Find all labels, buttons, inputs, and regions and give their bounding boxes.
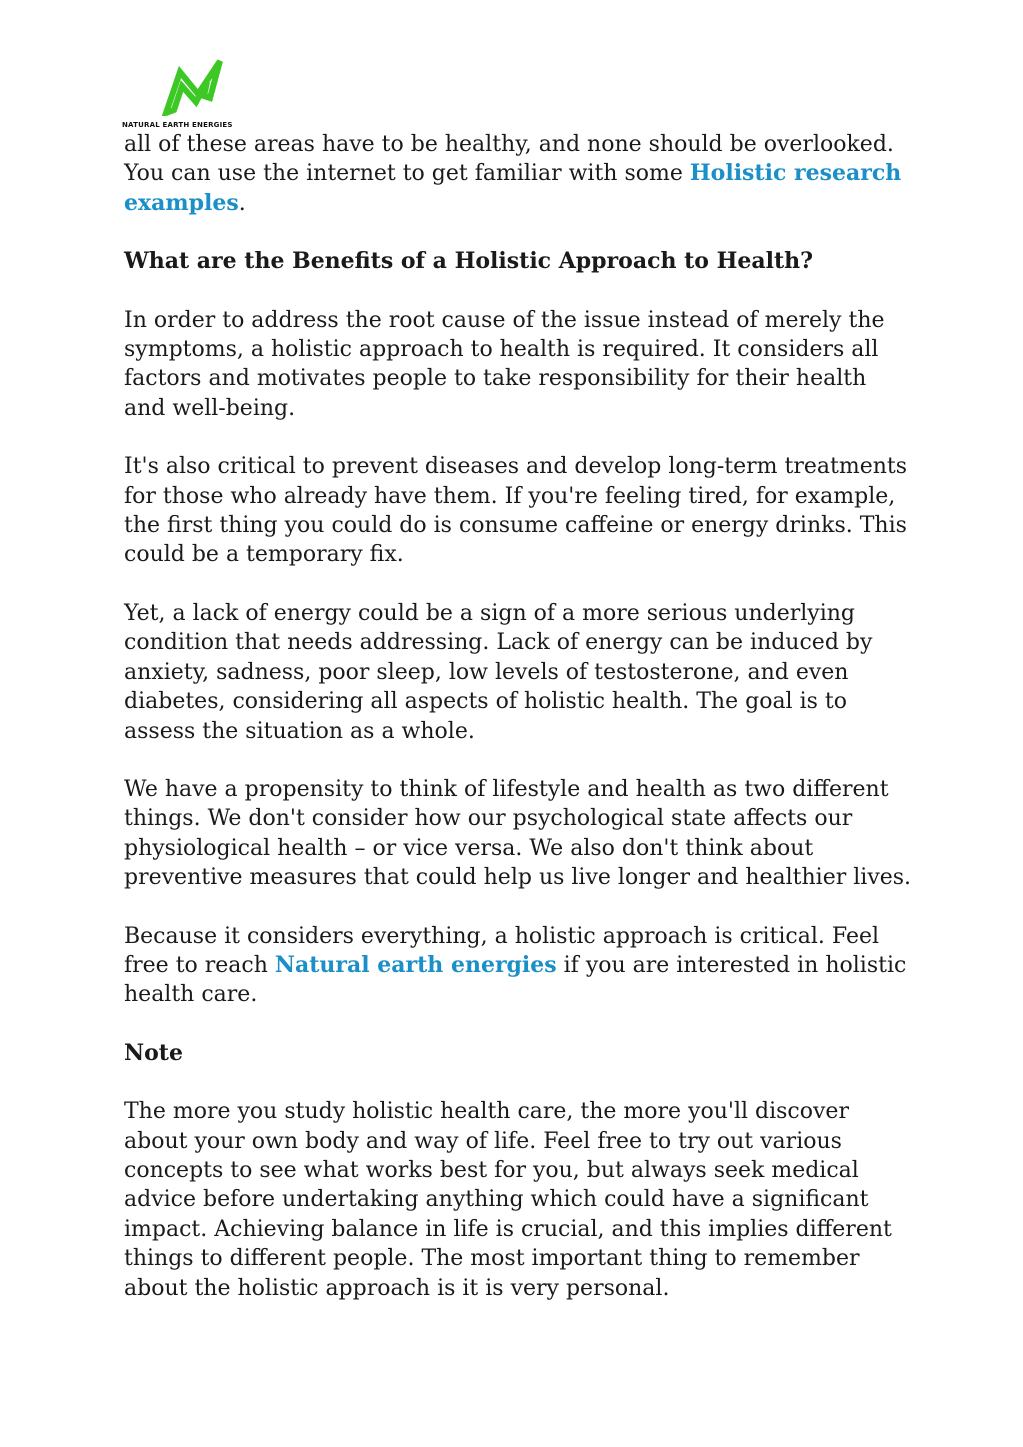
paragraph: In order to address the root cause of the issue instead of merely the symptoms, a holistic approach to health is required. It considers all factors and motivates people to take responsibility for their health and well-being. xyxy=(124,307,885,421)
note-paragraph: The more you study holistic health care, the more you'll discover about your own body and way of life. Feel free to try out various concepts to see what works best for you, but always seek medical advice before undertaking anything which could have a significant impact. Achieving balance in life is crucial, and this implies different things to different people. The most important thing to remember about the holistic approach is it is very personal. xyxy=(124,1099,892,1301)
intro-text: all of these areas have to be healthy, and none should be overlooked. You can use the internet to get familiar with some xyxy=(124,132,894,187)
benefits-heading: What are the Benefits of a Holistic Approach to Health? xyxy=(124,248,814,275)
natural-earth-energies-link[interactable]: Natural earth energies xyxy=(274,951,557,978)
holistic-research-link[interactable]: Holistic research examples xyxy=(124,160,902,216)
lightning-n-icon xyxy=(160,58,226,116)
closing-text: Because it considers everything, a holistic approach is critical. Feel free to reach xyxy=(124,923,880,978)
closing-end: if you are interested in holistic health care. xyxy=(124,952,907,1008)
paragraph: We have a propensity to think of lifestyle and health as two different things. We don't consider how our psychological state affects our physiological health – or vice versa. We also don't think about preventive measures that could help us live longer and healthier lives. xyxy=(124,776,912,891)
paragraph: Yet, a lack of energy could be a sign of a more serious underlying condition that needs addressing. Lack of energy can be induced by anxiety, sadness, poor sleep, low levels of testosterone, and even diabetes, considering all aspects of holistic health. The goal is to assess the situation as a whole. xyxy=(124,600,873,744)
intro-paragraph xyxy=(124,130,914,218)
logo-text: NATURAL EARTH ENERGIES xyxy=(122,121,233,129)
note-heading: Note xyxy=(124,1039,183,1066)
brand-logo[interactable] xyxy=(122,58,268,132)
intro-end: . xyxy=(238,190,246,216)
article-body xyxy=(124,130,914,1332)
closing-paragraph xyxy=(124,922,914,1010)
paragraph: It's also critical to prevent diseases and develop long-term treatments for those who already have them. If you're feeling tired, for example, the first thing you could do is consume caffeine or energy drinks. This could be a temporary fix. xyxy=(124,454,908,568)
